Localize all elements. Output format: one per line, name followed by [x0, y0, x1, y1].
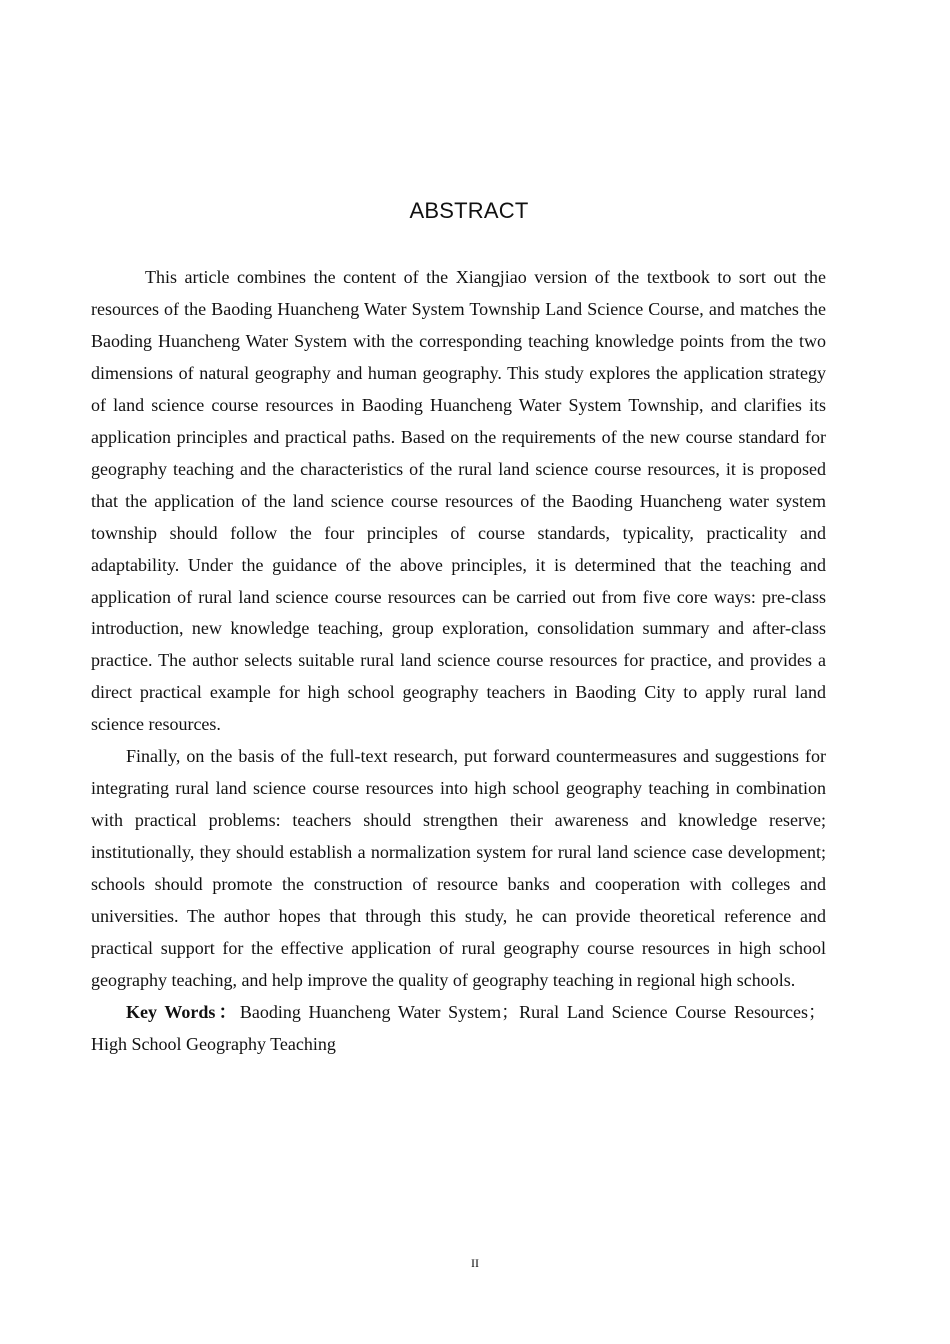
abstract-paragraph-1: This article combines the content of the Xiangjiao version of the textbook to sort out the resources of the Baoding Huancheng Water System Township Land Science Course, and matches the Baoding Huancheng Water System with the corresponding teaching knowledge points from the two dimensions of natural geography and human geography. This study explores the application strategy of land science course resources in Baoding Huancheng Water System Township, and clarifies its application principles and practical paths. Based on the requirements of the new course standard for geography teaching and the characteristics of the rural land science course resources, it is proposed that the application of the land science course resources of the Baoding Huancheng water system township should follow the four principles of course standards, typicality, practicality and adaptability. Under the guidance of the above principles, it is determined that the teaching and application of rural land science course resources can be carried out from five core ways: pre-class introduction, new knowledge teaching, group exploration, consolidation summary and after-class practice. The author selects suitable rural land science course resources for practice, and provides a direct practical example for high school geography teachers in Baoding City to apply rural land science resources.: [91, 267, 826, 735]
keywords-text: Baoding Huancheng Water System；Rural Land Science Course Resources；High School Geography Teaching: [91, 1001, 826, 1054]
keywords-label: Key Words：: [126, 1001, 240, 1022]
abstract-body: [91, 262, 826, 1061]
abstract-title: ABSTRACT: [409, 198, 529, 223]
abstract-paragraph-2: Finally, on the basis of the full-text research, put forward countermeasures and suggestions for integrating rural land science course resources into high school geography teaching in combination with practical problems: teachers should strengthen their awareness and knowledge reserve; institutionally, they should establish a normalization system for rural land science case development; schools should promote the construction of resource banks and cooperation with colleges and universities. The author hopes that through this study, he can provide theoretical reference and practical support for the effective application of rural geography course resources in high school geography teaching, and help improve the quality of geography teaching in regional high schools.: [91, 746, 826, 990]
keywords-line: [91, 997, 826, 1061]
page-number: II: [471, 1256, 479, 1270]
